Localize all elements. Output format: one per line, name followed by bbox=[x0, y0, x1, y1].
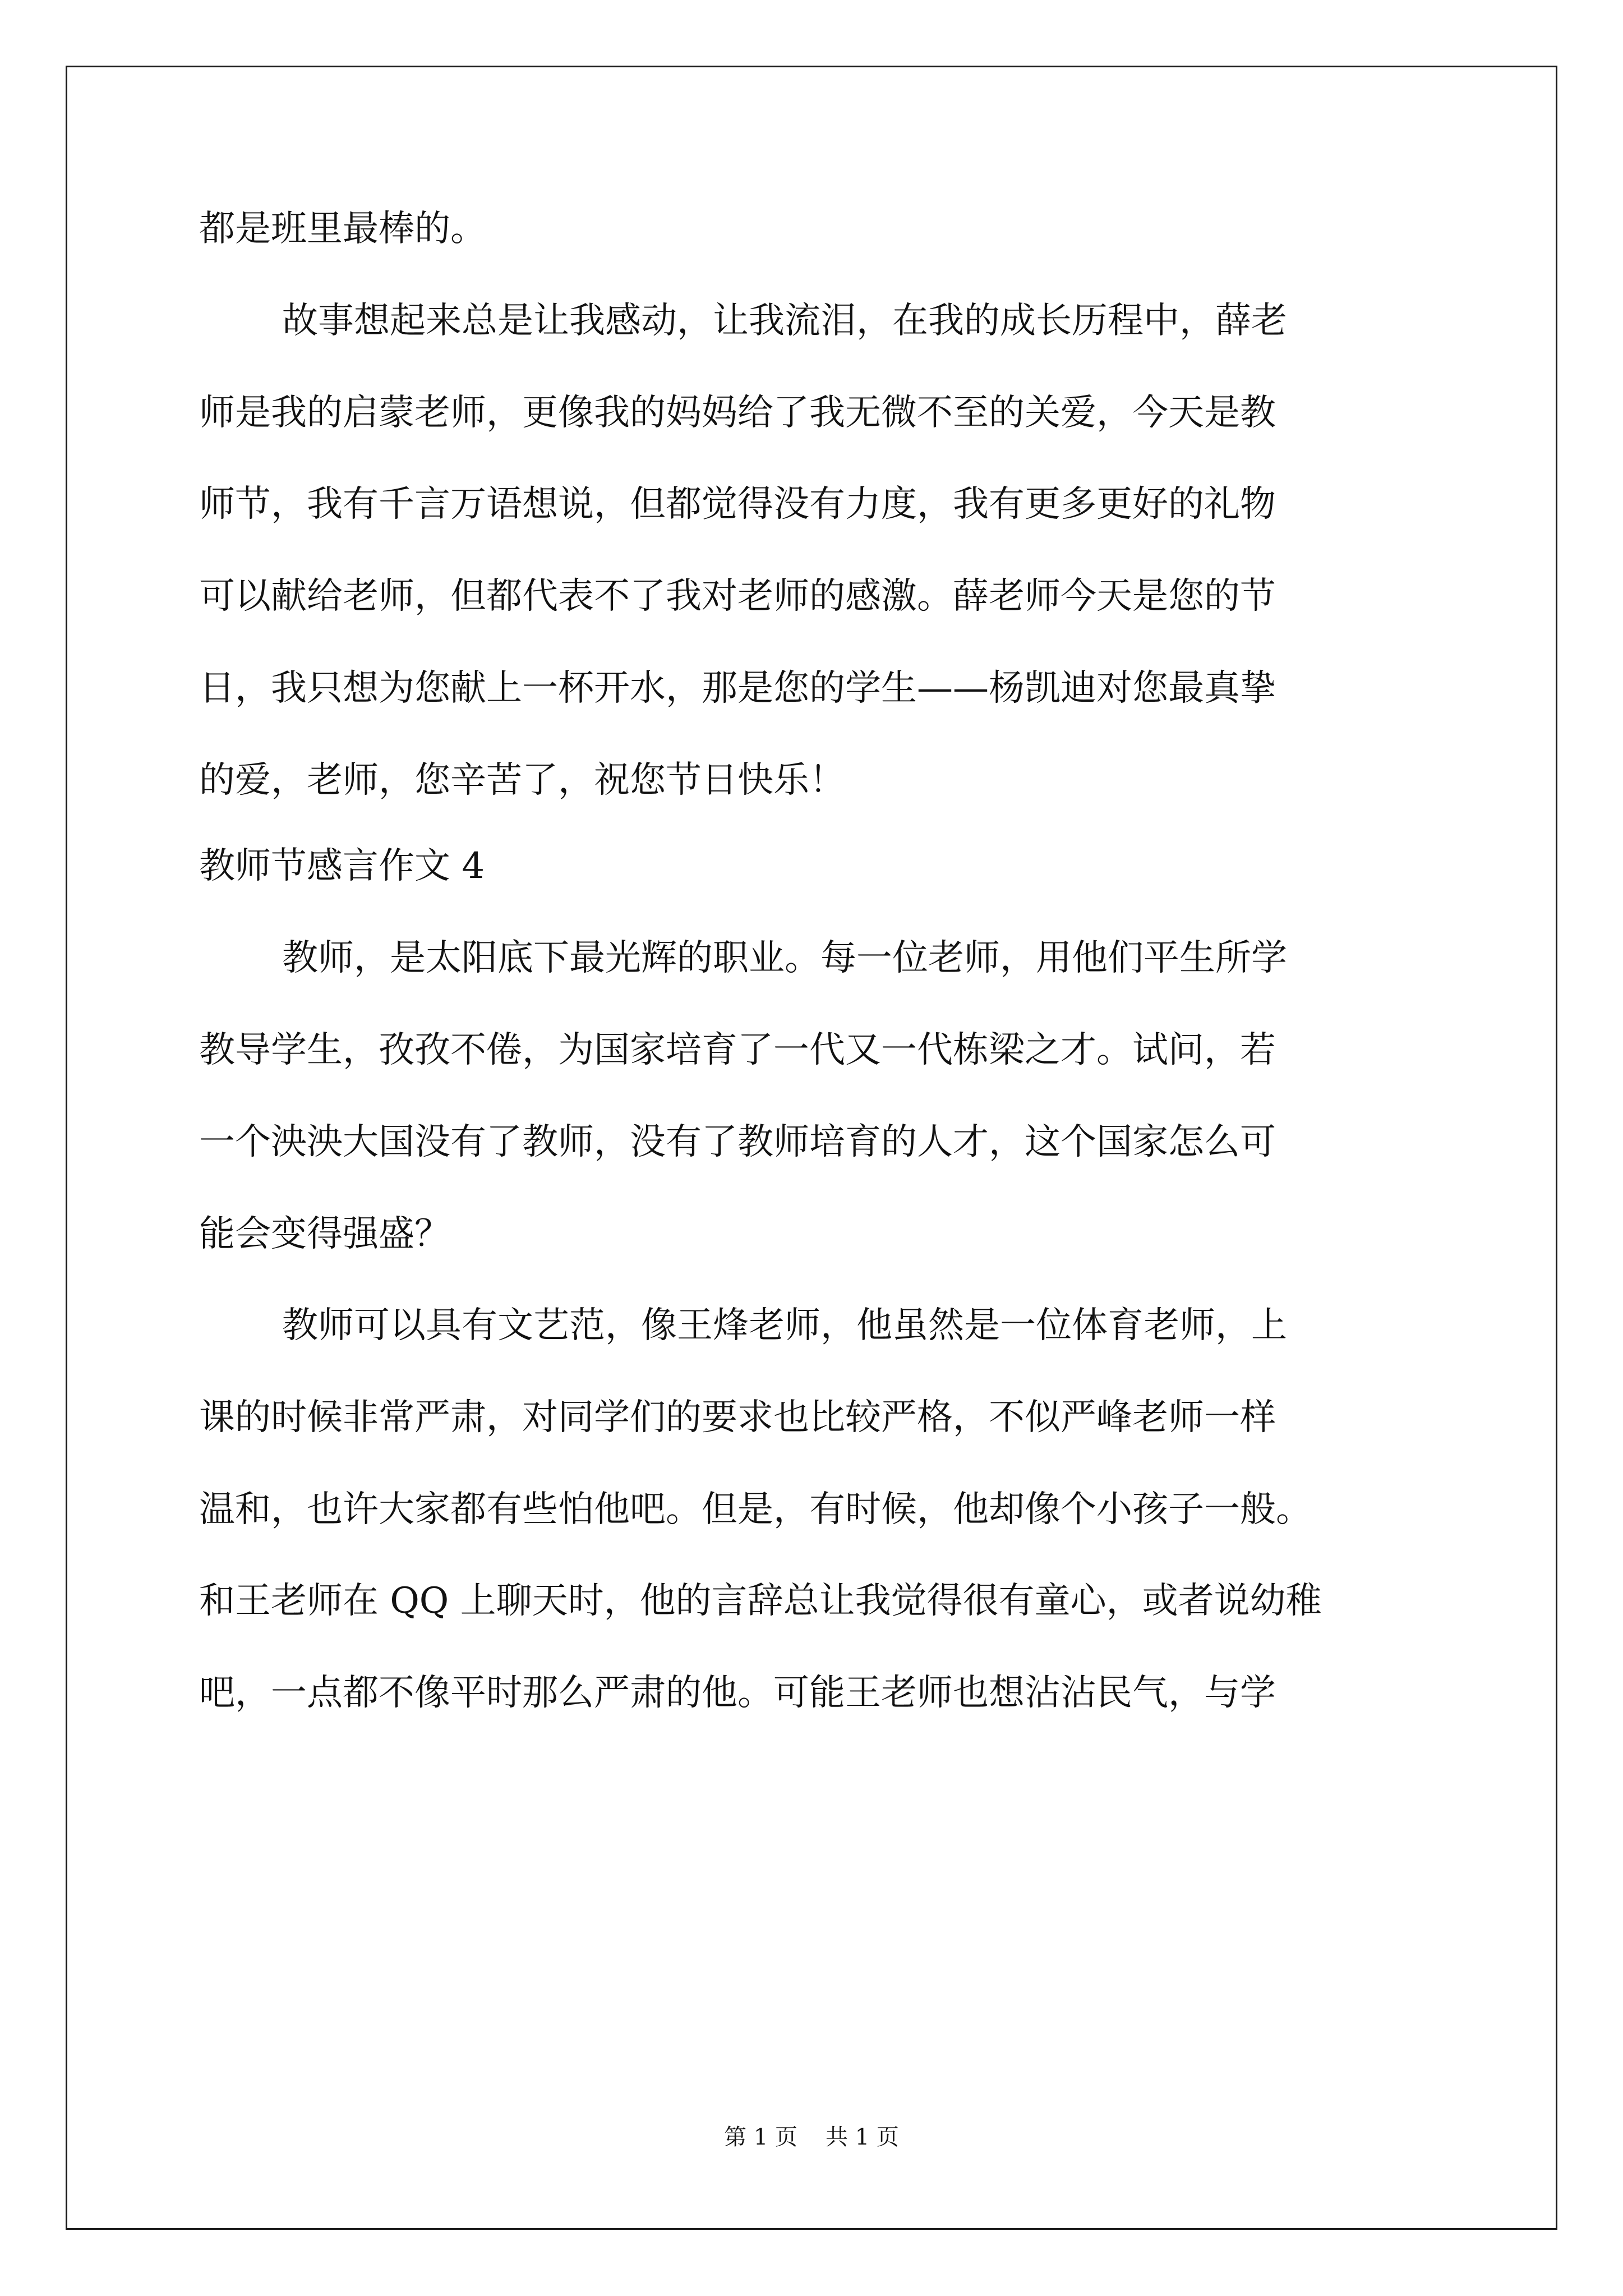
text-line: 吧，一点都不像平时那么严肃的他。可能王老师也想沾沾民气，与学 bbox=[199, 1672, 1276, 1714]
text-line: 师节，我有千言万语想说，但都觉得没有力度，我有更多更好的礼物 bbox=[199, 484, 1276, 525]
text-line: 的爱，老师，您辛苦了，祝您节日快乐！ bbox=[199, 760, 845, 801]
page-footer bbox=[0, 2123, 1623, 2151]
section-heading: 教师节感言作文 4 bbox=[199, 845, 485, 887]
paragraph-start: 教师可以具有文艺范，像王烽老师，他虽然是一位体育老师，上 bbox=[282, 1305, 1287, 1346]
text-line: 师是我的启蒙老师，更像我的妈妈给了我无微不至的关爱，今天是教 bbox=[199, 392, 1276, 434]
paragraph-start: 故事想起来总是让我感动，让我流泪，在我的成长历程中，薛老 bbox=[282, 300, 1287, 342]
text-line: 教导学生，孜孜不倦，为国家培育了一代又一代栋梁之才。试问，若 bbox=[199, 1029, 1276, 1071]
paragraph-start: 教师，是太阳底下最光辉的职业。每一位老师，用他们平生所学 bbox=[282, 937, 1287, 979]
page-number: 第 1 页 bbox=[724, 2124, 797, 2150]
page-total: 共 1 页 bbox=[826, 2124, 899, 2150]
text-line: 和王老师在 QQ 上聊天时，他的言辞总让我觉得很有童心，或者说幼稚 bbox=[199, 1580, 1322, 1622]
text-line: 课的时候非常严肃，对同学们的要求也比较严格，不似严峰老师一样 bbox=[199, 1397, 1276, 1438]
text-line: 可以献给老师，但都代表不了我对老师的感激。薛老师今天是您的节 bbox=[199, 576, 1276, 617]
text-line: 一个泱泱大国没有了教师，没有了教师培育的人才，这个国家怎么可 bbox=[199, 1121, 1276, 1163]
text-line: 都是班里最棒的。 bbox=[199, 208, 486, 250]
text-line: 温和，也许大家都有些怕他吧。但是，有时候，他却像个小孩子一般。 bbox=[199, 1489, 1312, 1530]
text-line: 日，我只想为您献上一杯开水，那是您的学生——杨凯迪对您最真挚 bbox=[199, 668, 1276, 709]
text-line: 能会变得强盛？ bbox=[199, 1213, 450, 1255]
